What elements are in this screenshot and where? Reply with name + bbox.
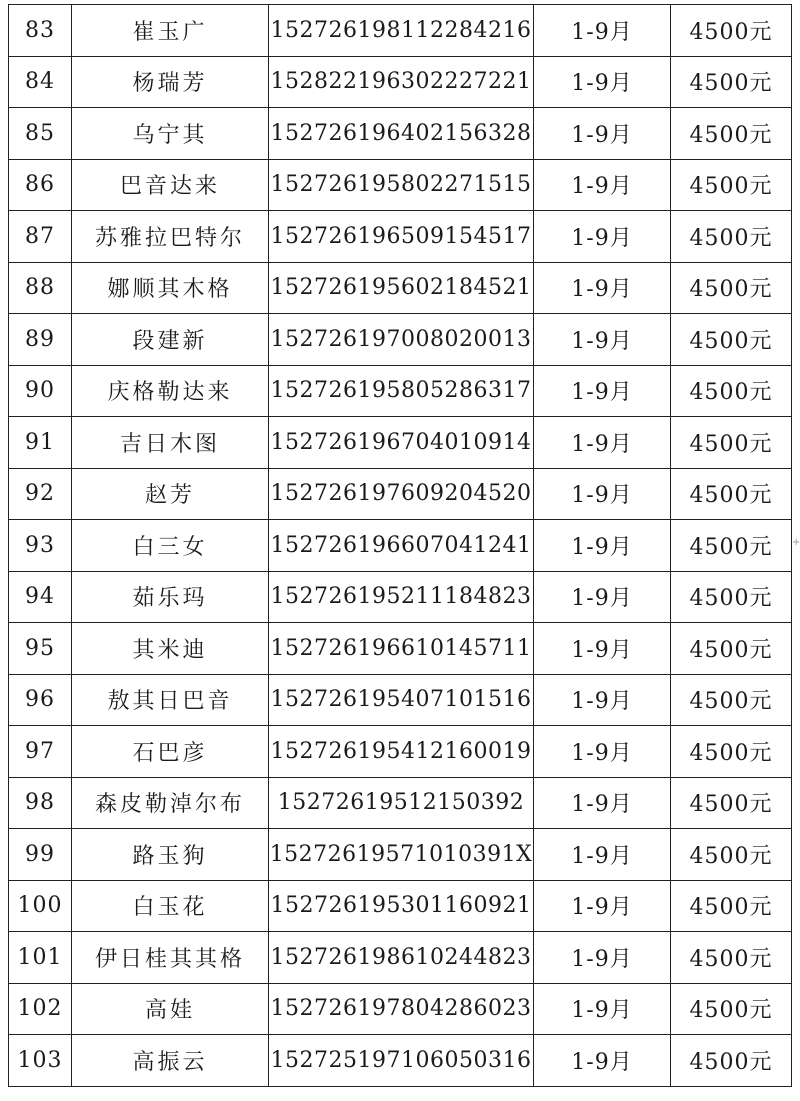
amount-cell: 4500元	[671, 159, 792, 211]
period-cell: 1-9月	[534, 983, 671, 1035]
period-cell: 1-9月	[534, 468, 671, 520]
period-cell: 1-9月	[534, 108, 671, 160]
period-cell: 1-9月	[534, 520, 671, 572]
table-row	[9, 5, 792, 57]
id-number-cell: 152726196704010914	[269, 417, 534, 469]
table-row	[9, 56, 792, 108]
table-row	[9, 365, 792, 417]
row-number-cell: 88	[9, 262, 72, 314]
amount-cell: 4500元	[671, 108, 792, 160]
person-name-cell: 高娃	[72, 983, 269, 1035]
row-number-cell: 101	[9, 932, 72, 984]
table-row	[9, 1035, 792, 1087]
id-number-cell: 152726195802271515	[269, 159, 534, 211]
table-move-handle-icon: +	[792, 537, 800, 548]
row-number-cell: 103	[9, 1035, 72, 1087]
row-number-cell: 94	[9, 571, 72, 623]
id-number-cell: 152726195211184823	[269, 571, 534, 623]
period-cell: 1-9月	[534, 726, 671, 778]
period-cell: 1-9月	[534, 314, 671, 366]
row-number-cell: 100	[9, 880, 72, 932]
amount-cell: 4500元	[671, 5, 792, 57]
table-row	[9, 417, 792, 469]
id-number-cell: 152726196402156328	[269, 108, 534, 160]
person-name-cell: 茹乐玛	[72, 571, 269, 623]
person-name-cell: 白玉花	[72, 880, 269, 932]
period-cell: 1-9月	[534, 56, 671, 108]
table-row	[9, 623, 792, 675]
person-name-cell: 其米迪	[72, 623, 269, 675]
amount-cell: 4500元	[671, 262, 792, 314]
person-name-cell: 崔玉广	[72, 5, 269, 57]
amount-cell: 4500元	[671, 829, 792, 881]
id-number-cell: 152726195602184521	[269, 262, 534, 314]
id-number-cell: 152726197008020013	[269, 314, 534, 366]
period-cell: 1-9月	[534, 880, 671, 932]
amount-cell: 4500元	[671, 520, 792, 572]
row-number-cell: 87	[9, 211, 72, 263]
table-row	[9, 674, 792, 726]
period-cell: 1-9月	[534, 571, 671, 623]
table-row	[9, 262, 792, 314]
amount-cell: 4500元	[671, 777, 792, 829]
table-row	[9, 777, 792, 829]
row-number-cell: 95	[9, 623, 72, 675]
subsidy-roster-table	[8, 4, 792, 1087]
person-name-cell: 伊日桂其其格	[72, 932, 269, 984]
person-name-cell: 娜顺其木格	[72, 262, 269, 314]
row-number-cell: 96	[9, 674, 72, 726]
table-row	[9, 571, 792, 623]
row-number-cell: 93	[9, 520, 72, 572]
period-cell: 1-9月	[534, 674, 671, 726]
table-row	[9, 932, 792, 984]
amount-cell: 4500元	[671, 623, 792, 675]
period-cell: 1-9月	[534, 932, 671, 984]
person-name-cell: 乌宁其	[72, 108, 269, 160]
amount-cell: 4500元	[671, 365, 792, 417]
period-cell: 1-9月	[534, 365, 671, 417]
table-row	[9, 468, 792, 520]
id-number-cell: 152726196509154517	[269, 211, 534, 263]
period-cell: 1-9月	[534, 211, 671, 263]
amount-cell: 4500元	[671, 726, 792, 778]
amount-cell: 4500元	[671, 468, 792, 520]
amount-cell: 4500元	[671, 932, 792, 984]
row-number-cell: 92	[9, 468, 72, 520]
table-row	[9, 108, 792, 160]
period-cell: 1-9月	[534, 5, 671, 57]
table-row	[9, 211, 792, 263]
person-name-cell: 巴音达来	[72, 159, 269, 211]
period-cell: 1-9月	[534, 159, 671, 211]
row-number-cell: 97	[9, 726, 72, 778]
id-number-cell: 152726196607041241	[269, 520, 534, 572]
person-name-cell: 苏雅拉巴特尔	[72, 211, 269, 263]
person-name-cell: 赵芳	[72, 468, 269, 520]
id-number-cell: 152726195412160019	[269, 726, 534, 778]
amount-cell: 4500元	[671, 674, 792, 726]
row-number-cell: 89	[9, 314, 72, 366]
id-number-cell: 152725197106050316	[269, 1035, 534, 1087]
person-name-cell: 高振云	[72, 1035, 269, 1087]
id-number-cell: 15272619571010391X	[269, 829, 534, 881]
row-number-cell: 84	[9, 56, 72, 108]
table-row	[9, 880, 792, 932]
period-cell: 1-9月	[534, 262, 671, 314]
row-number-cell: 86	[9, 159, 72, 211]
table-row	[9, 314, 792, 366]
row-number-cell: 83	[9, 5, 72, 57]
amount-cell: 4500元	[671, 1035, 792, 1087]
person-name-cell: 敖其日巴音	[72, 674, 269, 726]
amount-cell: 4500元	[671, 211, 792, 263]
id-number-cell: 152726198112284216	[269, 5, 534, 57]
table-row	[9, 520, 792, 572]
person-name-cell: 杨瑞芳	[72, 56, 269, 108]
row-number-cell: 99	[9, 829, 72, 881]
id-number-cell: 152726195805286317	[269, 365, 534, 417]
row-number-cell: 85	[9, 108, 72, 160]
amount-cell: 4500元	[671, 56, 792, 108]
id-number-cell: 152726195301160921	[269, 880, 534, 932]
person-name-cell: 白三女	[72, 520, 269, 572]
id-number-cell: 15272619512150392	[269, 777, 534, 829]
id-number-cell: 152726197609204520	[269, 468, 534, 520]
amount-cell: 4500元	[671, 983, 792, 1035]
row-number-cell: 91	[9, 417, 72, 469]
id-number-cell: 152726195407101516	[269, 674, 534, 726]
roster-table-body	[9, 5, 792, 1087]
person-name-cell: 吉日木图	[72, 417, 269, 469]
person-name-cell: 段建新	[72, 314, 269, 366]
id-number-cell: 152726196610145711	[269, 623, 534, 675]
id-number-cell: 152726197804286023	[269, 983, 534, 1035]
period-cell: 1-9月	[534, 777, 671, 829]
amount-cell: 4500元	[671, 417, 792, 469]
table-row	[9, 159, 792, 211]
row-number-cell: 90	[9, 365, 72, 417]
person-name-cell: 石巴彦	[72, 726, 269, 778]
table-row	[9, 726, 792, 778]
table-row	[9, 829, 792, 881]
period-cell: 1-9月	[534, 1035, 671, 1087]
amount-cell: 4500元	[671, 571, 792, 623]
period-cell: 1-9月	[534, 623, 671, 675]
table-row	[9, 983, 792, 1035]
person-name-cell: 森皮勒淖尔布	[72, 777, 269, 829]
row-number-cell: 98	[9, 777, 72, 829]
id-number-cell: 152726198610244823	[269, 932, 534, 984]
row-number-cell: 102	[9, 983, 72, 1035]
person-name-cell: 庆格勒达来	[72, 365, 269, 417]
period-cell: 1-9月	[534, 829, 671, 881]
amount-cell: 4500元	[671, 880, 792, 932]
person-name-cell: 路玉狗	[72, 829, 269, 881]
period-cell: 1-9月	[534, 417, 671, 469]
id-number-cell: 152822196302227221	[269, 56, 534, 108]
amount-cell: 4500元	[671, 314, 792, 366]
